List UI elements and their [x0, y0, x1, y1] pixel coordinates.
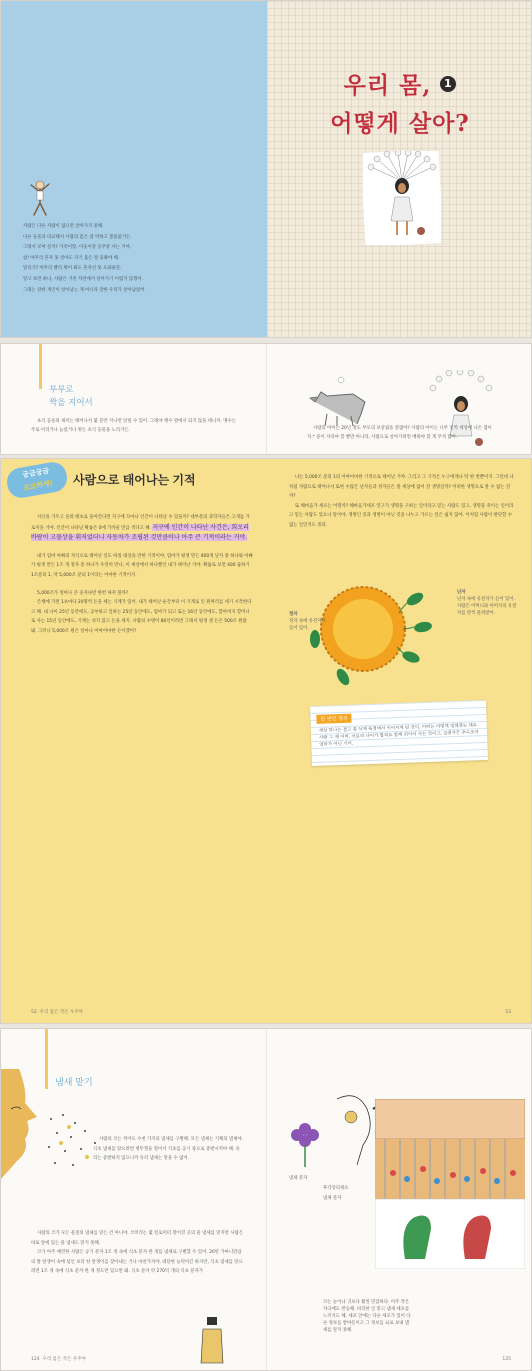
- paragraph: 5,000조가 얼마나 큰 숫자냐면 한번 따져 볼까?: [37, 590, 129, 596]
- miracle-body: [31, 513, 253, 637]
- spread-couple-full: [0, 343, 532, 455]
- miracle-right-body: [289, 473, 515, 531]
- summary-card: 한 번만 정리 세상 하나는 결고 총 삭제 특정에서 이어지게 된 것이, 어떠는 어떻게 정해졌는 대요. 사람 그 제 이며, 서로의 나이가 합쳐요 함께 되어서 사는 것이고, 급취가든 추수조차 엄마가 아닌 기어.: [310, 700, 488, 766]
- smell-right-page: [267, 1029, 532, 1370]
- diagram-caption: 코는 눈이나 귀보다 훨씬 민감하다. 이주 작은 자극에도 반응해. 비리한 일 맡고 냄새 세포를 느끼지도 해. 세포 안에는 다른 세포가 있어 다른 정보를 받아들이고 그 정보를 뇌로 보내 냄새를 알지 못해.: [323, 1300, 411, 1333]
- paragraph: 사람의 아이는 20년 정도 부모의 보살핌을 받잖아? 사람의 아이는 너무 일찍 세상에 나온 셈이지.* 뭉이 자라야 할 뿐만 아니라, 사람으로 살아가려면 배워야 할 게 무척 많아.: [307, 426, 492, 440]
- page-number-left: 124 우리 몸은 작은 우주야: [31, 1357, 86, 1362]
- egg-label: 난자 난자 속에 유전자가 들어 있어. 사람은 어머니와 아버지의 유전자를 반씩 물려받아.: [457, 590, 517, 616]
- receptor-label: 냄새 분자: [323, 1196, 342, 1201]
- paragraph: 사람의 코가 모든 물질의 냄새를 맡는 건 아니야. 코끼리는 몇 킬로미터 떨어진 곳의 물 냄새를 맡지만 사람은 바로 앞에 있는 물 냄새도 맡지 못해.: [31, 1231, 244, 1246]
- mucus-label: 후각상피세포: [323, 1186, 349, 1191]
- miracle-left-page: [1, 459, 267, 1023]
- jumping-child-icon: [27, 179, 53, 219]
- perfume-bottle-illustration: [197, 1315, 227, 1365]
- intro-line: 달리기? 아무리 빨리 뛰어 봐도 혼자선 못 도와줄걸.: [23, 266, 122, 272]
- intro-line: 다른 동물과 비교해서 사람의 몸은 참 약하고 볼품없거든.: [23, 234, 132, 240]
- curious-badge: 궁금궁금 꼬꼬하게!: [5, 460, 69, 500]
- smell-molecule-label: 냄새 분자: [289, 1176, 308, 1181]
- smell-body-2: [31, 1229, 245, 1277]
- paragraph: 코가 아주 예민한 사람은 공기 분자 1조 개 속에 식초 분자 한 개를 냄새로 구별할 수 있어. 20만 가마니만큼의 쌀 알갱이 속에 섞인 보리 한 알갱이를 찾아내는 거나 마찬가지야. 대단한 능력이긴 하지만, 식초 냄새를 맡으려면 1조 개 속에 식초 분자 한 개 정도만 있으면 돼. 식초 분자 약 270억 개의 식초 분자가: [31, 1250, 243, 1275]
- cover-right-page: [267, 1, 532, 337]
- intro-text: [23, 222, 253, 296]
- paragraph: 또 해마음가 세포는 어떨까? 해마음가세포 연구가 생명을 구하는 일이라고 믿는 사람도 있고, 생명을 죽이는 일이라고 믿는 사람도 있으니 말이야. 생명인 것과 생명이 아닌 것을 나누고 가르는 일은 쉽지 않아. 이처럼 사람이 판단할 수 없는 일인지도 몰라.: [289, 503, 514, 528]
- girl-illustration: [363, 151, 441, 245]
- chapter-title-line1: 우리 몸, 1: [267, 67, 532, 100]
- smell-body: [93, 1135, 243, 1164]
- olfactory-tissue-illustration: [375, 1099, 525, 1269]
- spread-smell: [0, 1028, 532, 1371]
- smell-left-page: [1, 1029, 267, 1370]
- paragraph: 은행에 가면 1초마다 20명씩 돈을 세는 기계가 있어. 내가 태어난 순간부터 이 기계로 인 원짜리를 세기 시작한다고 해. 내 나이 25년 동안에도, 공부하고 일하는 25년 동안에도, 엄마가 되고 또는 16년 동안에도, 할아버지 할머니로 사는 15년 동안에도, 기계는 쉬지 않고 돈을 세지. 사람의 수명이 80년이라면 그래서 평생 센 돈은 500조 원쯤 돼. 그러니 5,000조 원은 얼마나 어마어마한 돈이겠어?: [31, 600, 252, 634]
- section-title: 사람으로 태어나는 기적: [73, 473, 196, 487]
- intro-line: 참! 아무리 혼자 못 살아도 자기 몸은 잘 돌봐야 해.: [23, 255, 120, 261]
- paragraph: 서산을 거두고 돌려 태초로 돌아간다면 지구에 꼬마나 인간이 나타날 수 있을까? 대부분의 과학자들은 고개를 가로저을 거야. 인간이 나타날 확률은 0에 가까울 만큼 적다고 해. 지구에 인간이 나타난 사건은, 회오리바람이 고물상을 휘저었더니 자동차가 조립된 것만큼이나 아주 큰 기적이라는 거야.: [31, 515, 250, 542]
- intro-line: 알고 보면 하나, 사람은 거친 자연에서 살아가기 어렵지 않겠어.: [23, 276, 143, 282]
- page-number-right: 125: [502, 1357, 511, 1362]
- page-number-left: 52 우리 몸은 작은 우주야: [31, 1010, 84, 1015]
- intro-line: 사람은 다른 사람이 없으면 살아가지 못해.: [23, 224, 104, 229]
- intro-line: 그래는 강한 개인이 살아남는 게 아니라 강한 우리가 살아남았어.: [23, 287, 146, 293]
- chapter-number-badge: 1: [440, 76, 456, 92]
- highlighted-sentence: 지구에 인간이 나타난 사건은, 회오리바람이 고물상을 휘저었더니 자동차가 조립된 것만큼이나 아주 큰 기적이라는 거야.: [31, 523, 249, 542]
- chapter-title-line2: 어떻게 살아?: [330, 110, 470, 137]
- intro-line: 그래서 모여 살지? 가족이랑, 이웃이랑 동무랑 사는 거야.: [23, 245, 132, 251]
- miracle-right-page: [267, 459, 532, 1023]
- paragraph: 나는 5,000조 분의 1의 어마어마한 기적으로 태어난 거야. 그리고 그 기적은 누구에게나 딱 한 번뿐이지. 그런데 나처럼 사람으로 태어나서 또한 수많은 난자들과 정자들은 볼 세상에 없어 갈 생명일까? 어떠한 생명으로 볼 수 없는 걸까?: [289, 475, 514, 500]
- sperm-label: 정자 정자 속에 유전자가 들어 있어.: [289, 612, 326, 631]
- spread-miracle-page: [0, 458, 532, 1024]
- paragraph: 사람의 코는 적어도 수천 가지의 냄새를 구별해. 모든 냄새는 기체의 냄새야. 식초 냄새를 맡으려면 병뚜껑을 열어서 식초를 공기 중으로 증발시켜야 해. 유리는 증발하지 않으니까 유리 냄새는 맡을 수 없어.: [93, 1137, 243, 1162]
- spread-cover: [0, 0, 532, 338]
- section-title: 냄새 맡기: [55, 1078, 93, 1088]
- section-title: 부부로 짝을 지어서: [49, 385, 93, 408]
- head-outline-illustration: [317, 1089, 377, 1169]
- paragraph: 초식 동물의 새끼는 태어나서 몇 분만 지나면 달릴 수 있어. 그래야 맹수 옆에서 되지 않을 테니까. 맹수는 주로 어리거나 늙었거나 병든 초식 동물을 노리거든.: [31, 419, 237, 433]
- paragraph: 내가 엄마 아빠의 자식으로 태어난 일도 따질 대상을 만한 기적이야. 엄마가 평생 만든 400개 난자 중 하나와 아빠가 평생 만든 1조 개 정자 중 하나가 우연히 만나, 이 세상에서 하나뿐인 내가 태어난 거야. 확률로 보면 400 곱하기 1조분의 1, 약 5,000조 분의 1이라는 어마한 기적이지.: [31, 553, 253, 578]
- cover-left-page: [1, 1, 267, 337]
- page-number-right: 53: [505, 1010, 511, 1015]
